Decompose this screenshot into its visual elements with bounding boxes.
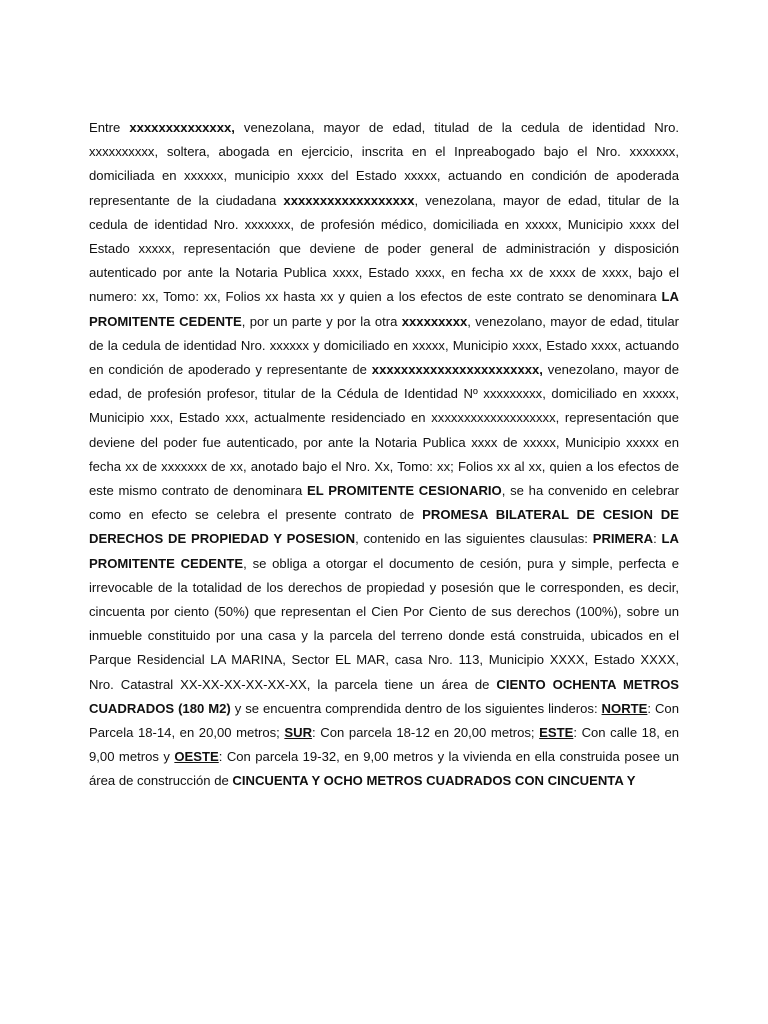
underlined-term: SUR xyxy=(284,725,313,741)
bold-term: xxxxxxxxxxxxxxxxxxxxxxx, xyxy=(371,362,543,378)
text-segment: Entre xyxy=(89,120,130,135)
text-segment: : Con calle 18, en 9,00 metros y xyxy=(89,725,680,765)
bold-term: CIENTO OCHENTA METROS CUADRADOS (180 M2) xyxy=(89,676,679,716)
text-segment: y se encuentra comprendida dentro de los siguientes linderos: xyxy=(230,700,602,716)
text-segment: venezolana, mayor de edad, titulad de la cedula de identidad Nro. xxxxxxxxxx, soltera, abogada en ejercicio, inscrita en el Inpreabogado bajo el Nro. xxxxxxx, domiciliada en xxxxxx, municipio xxxx del Estado xxxxx, actuando en condición de apoderada representante de la ciudadana xyxy=(89,120,680,208)
underlined-term: OESTE xyxy=(174,749,219,765)
text-segment: : Con parcela 19-32, en 9,00 metros y la vivienda en ella construida posee un área de construcción de xyxy=(89,749,679,789)
bold-term: PROMESA BILATERAL DE CESION DE DERECHOS DE PROPIEDAD Y POSESION xyxy=(89,507,679,547)
bold-underlined-term xyxy=(284,725,312,740)
text-segment: , se obliga a otorgar el documento de cesión, pura y simple, perfecta e irrevocable de la totalidad de los derechos de propiedad y posesión que le corresponden, es decir, cincuenta por ciento (50%) que representan el Cien Por Ciento de sus derechos (100%), sobre un inmueble constituido por una casa y la parcela del terreno donde está construida, ubicados en el Parque Residencial LA MARINA, Sector EL MAR, casa Nro. 113, Municipio XXXX, Estado XXXX, Nro. Catastral XX-XX-XX-XX-XX-XX, la parcela tiene un área de xyxy=(89,555,680,692)
text-segment: , se ha convenido en celebrar como en efecto se celebra el presente contrato de xyxy=(89,483,679,523)
underlined-term: NORTE xyxy=(601,700,648,716)
bold-underlined-term xyxy=(174,749,218,764)
text-segment: venezolano, mayor de edad, de profesión profesor, titular de la Cédula de Identidad Nº xxxxxxxxx, domiciliado en xxxxx, Municipio xxx, Estado xxx, actualmente residenciado en xxxxxxxxxxxxxxxxxxx, representación que deviene del poder fue autenticado, por ante la Notaria Publica xxxx de xxxxx, Municipio xxxxx en fecha xx de xxxxxxx de xx, anotado bajo el Nro. Xx, Tomo: xx; Folios xx al xx, quien a los efectos de este mismo contrato de denominara xyxy=(89,362,679,499)
contract-paragraph xyxy=(89,116,679,794)
text-segment: : xyxy=(653,531,662,547)
underlined-term: ESTE xyxy=(539,725,574,741)
bold-term: xxxxxxxxxxxxxx, xyxy=(129,120,235,135)
bold-term: CINCUENTA Y OCHO METROS CUADRADOS CON CINCUENTA Y xyxy=(232,773,636,789)
bold-term: xxxxxxxxx xyxy=(401,313,468,329)
text-segment: , venezolano, mayor de edad, titular de la cedula de identidad Nro. xxxxxx y domiciliado en xxxxx, Municipio xxxx, Estado xxxx, actuando en condición de apoderado y representante de xyxy=(89,313,679,378)
text-segment: : Con parcela 18-12 en 20,00 metros; xyxy=(312,725,540,741)
text-segment: , por un parte y por la otra xyxy=(241,313,402,329)
text-segment: , contenido en las siguientes clausulas: xyxy=(355,531,593,547)
text-segment: , venezolana, mayor de edad, titular de la cedula de identidad Nro. xxxxxxx, de profesión médico, domiciliada en xxxxx, Municipio xxxx del Estado xxxxx, representación que deviene de poder general de administración y disposición autenticado por ante la Notaria Publica xxxx, Estado xxxx, en fecha xx de xxxx de xxxx, bajo el numero: xx, Tomo: xx, Folios xx hasta xx y quien a los efectos de este contrato se denominara xyxy=(89,192,679,305)
text-segment: : Con Parcela 18-14, en 20,00 metros; xyxy=(89,700,679,741)
bold-underlined-term xyxy=(539,725,573,740)
bold-term: PRIMERA xyxy=(592,531,654,547)
bold-term: LA PROMITENTE CEDENTE xyxy=(89,289,679,329)
bold-term: EL PROMITENTE CESIONARIO xyxy=(307,483,502,499)
bold-term: LA PROMITENTE CEDENTE xyxy=(89,531,680,571)
bold-term: xxxxxxxxxxxxxxxxxx xyxy=(283,192,415,208)
bold-underlined-term xyxy=(602,701,648,716)
